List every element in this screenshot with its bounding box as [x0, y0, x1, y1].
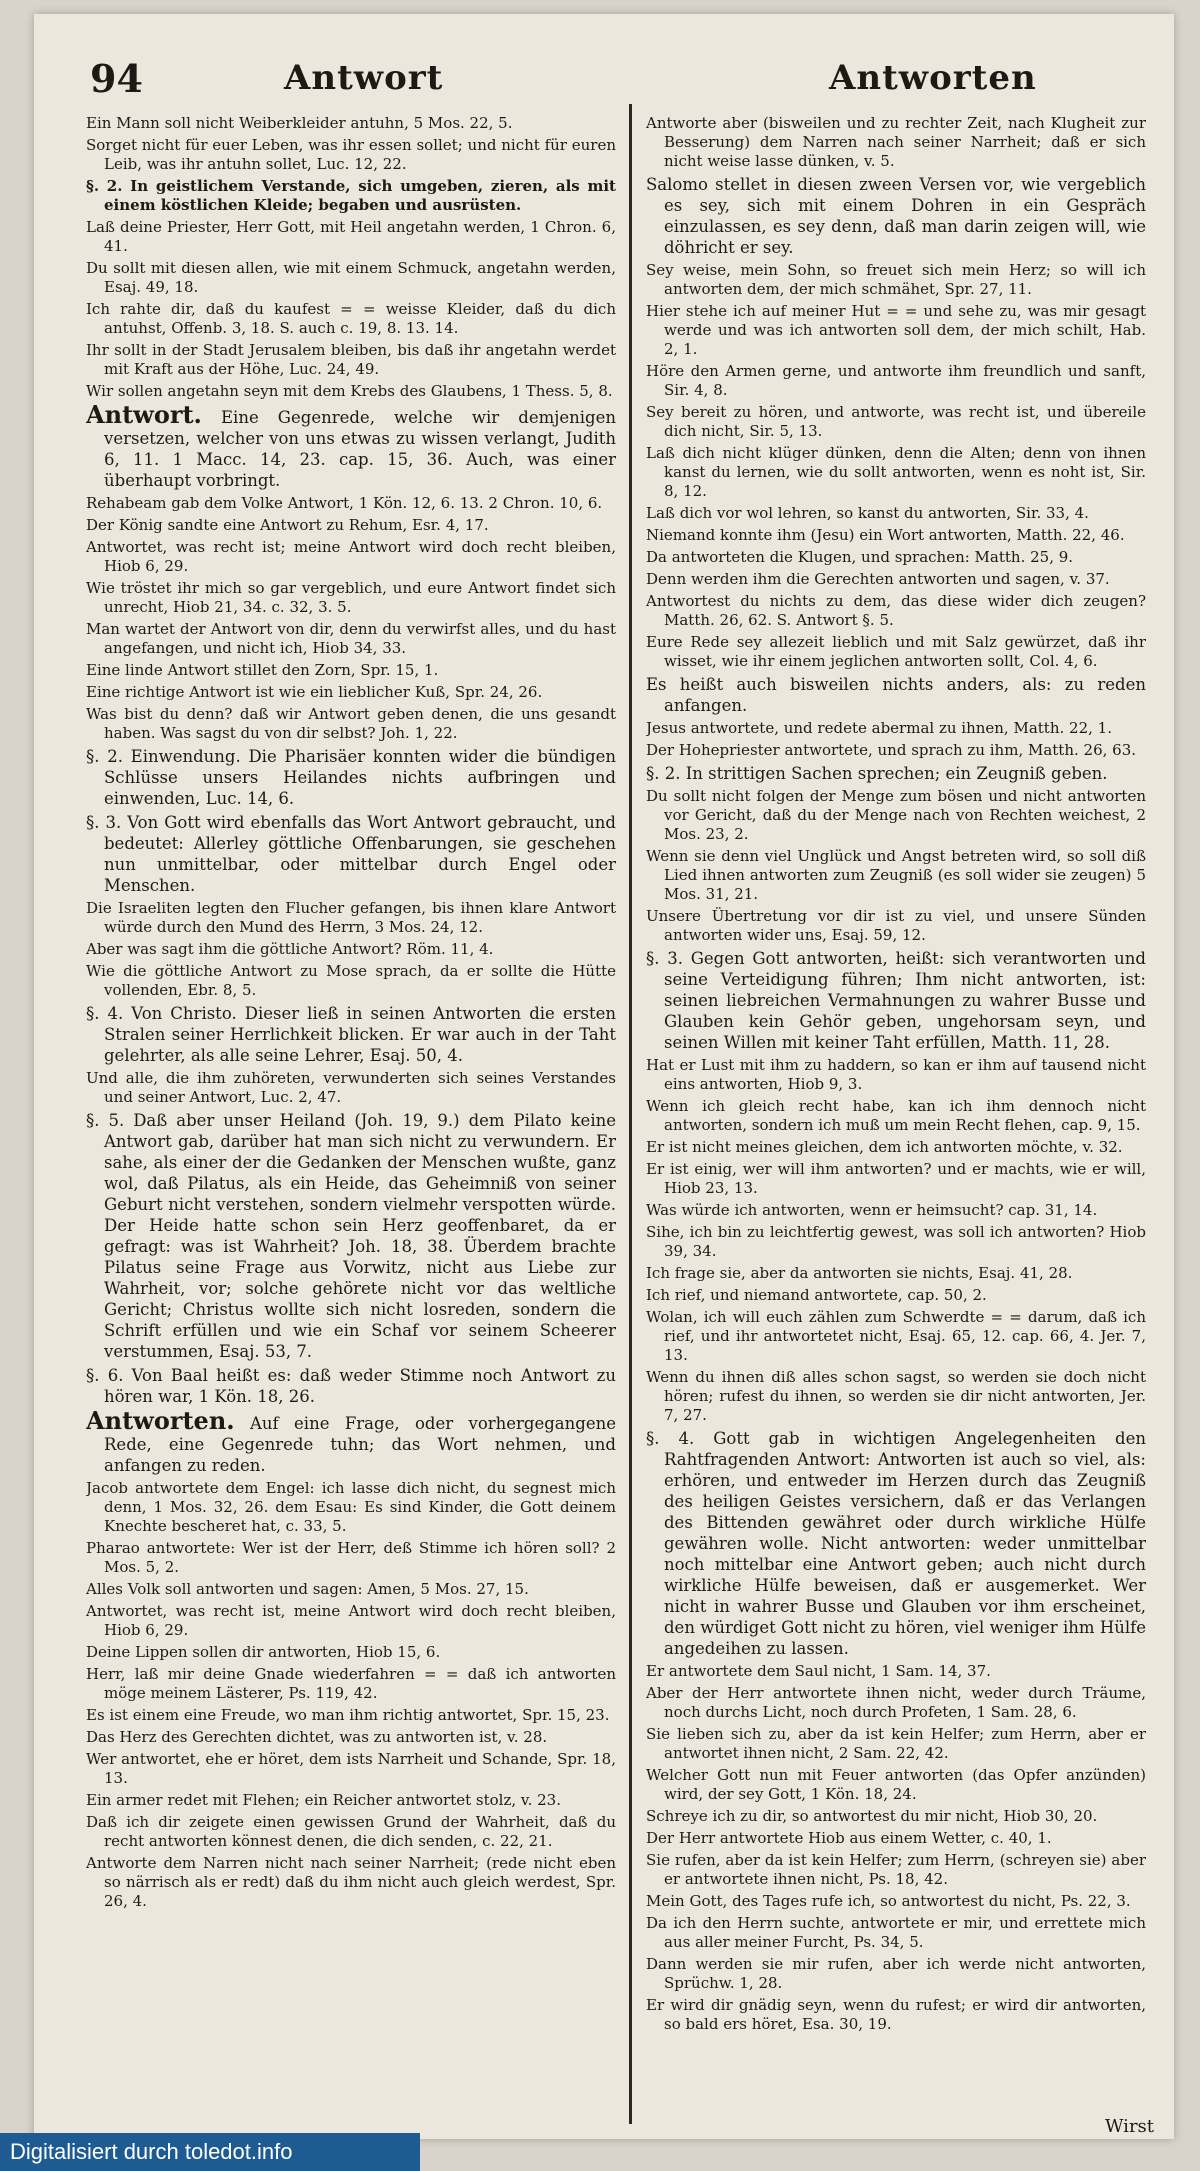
book-page: [34, 14, 1174, 2139]
dictionary-entry: [86, 705, 616, 743]
lemma-headword: Antwort.: [86, 400, 202, 429]
dictionary-entry: [86, 940, 616, 959]
entry-text: Der Herr antwortete Hiob aus einem Wetter, c. 40, 1.: [646, 1829, 1052, 1847]
entry-text: Da antworteten die Klugen, und sprachen: Matth. 25, 9.: [646, 548, 1074, 566]
entry-text: Antwortest du nichts zu dem, das diese wider dich zeugen? Matth. 26, 62. S. Antwort §. 5.: [646, 592, 1146, 629]
entry-text: Herr, laß mir deine Gnade wiederfahren = = daß ich antworten möge meinem Lästerer, Ps. 119, 42.: [86, 1665, 616, 1702]
entry-text: Deine Lippen sollen dir antworten, Hiob 15, 6.: [86, 1643, 441, 1661]
entry-text: Schreye ich zu dir, so antwortest du mir nicht, Hiob 30, 20.: [646, 1807, 1098, 1825]
dictionary-entry: [86, 1406, 616, 1476]
entry-text: Ihr sollt in der Stadt Jerusalem bleiben, bis daß ihr angetahn werdet mit Kraft aus der Höhe, Luc. 24, 49.: [86, 341, 616, 378]
entry-text: Es heißt auch bisweilen nichts anders, als: zu reden anfangen.: [646, 675, 1146, 715]
page-header: [34, 42, 1174, 102]
dictionary-entry: [646, 1428, 1146, 1659]
dictionary-entry: [86, 400, 616, 491]
entry-text: Wenn du ihnen diß alles schon sagst, so werden sie doch nicht hören; rufest du ihnen, so werden sie dir nicht antworten, Jer. 7, 27.: [646, 1368, 1146, 1424]
entry-text: Höre den Armen gerne, und antworte ihm freundlich und sanft, Sir. 4, 8.: [646, 362, 1146, 399]
dictionary-entry: [646, 763, 1146, 784]
dictionary-entry: [86, 1602, 616, 1640]
entry-text: Daß ich dir zeigete einen gewissen Grund der Wahrheit, daß du recht antworten könnest denen, die dich senden, c. 22, 21.: [86, 1813, 616, 1850]
right-column: [646, 114, 1146, 2124]
entry-text: Er antwortete dem Saul nicht, 1 Sam. 14, 37.: [646, 1662, 991, 1680]
entry-text: Hat er Lust mit ihm zu haddern, so kan er ihm auf tausend nicht eins antworten, Hiob 9, 3.: [646, 1056, 1146, 1093]
entry-text: Laß dich nicht klüger dünken, denn die Alten; denn von ihnen kanst du lernen, wie du sollt antworten, wenn es noht ist, Sir. 8, 12.: [646, 444, 1146, 500]
dictionary-entry: [86, 746, 616, 809]
dictionary-entry: [86, 516, 616, 535]
dictionary-entry: [86, 579, 616, 617]
entry-text: Wie tröstet ihr mich so gar vergeblich, und eure Antwort findet sich unrecht, Hiob 21, 34. c. 32, 3. 5.: [86, 579, 616, 616]
entry-text: Wie die göttliche Antwort zu Mose sprach, da er sollte die Hütte vollenden, Ebr. 8, 5.: [86, 962, 616, 999]
dictionary-entry: [646, 907, 1146, 945]
dictionary-entry: [646, 1851, 1146, 1889]
catchword: Wirst: [1105, 2116, 1155, 2137]
dictionary-entry: [646, 1725, 1146, 1763]
entry-text: §. 4. Von Christo. Dieser ließ in seinen Antworten die ersten Stralen seiner Herrlichkeit blicken. Er war auch in der Taht gelehrter, als alle seine Lehrer, Esaj. 50, 4.: [86, 1004, 616, 1065]
dictionary-entry: [86, 1003, 616, 1066]
entry-text: Sie rufen, aber da ist kein Helfer; zum Herrn, (schreyen sie) aber er antwortete ihnen nicht, Ps. 18, 42.: [646, 1851, 1146, 1888]
entry-text: Eine linde Antwort stillet den Zorn, Spr. 15, 1.: [86, 661, 439, 679]
entry-text: §. 2. Einwendung. Die Pharisäer konnten wider die bündigen Schlüsse unsers Heilandes nichts aufbringen und einwenden, Luc. 14, 6.: [86, 747, 616, 808]
page-number: 94: [90, 56, 143, 101]
entry-text: Du sollt mit diesen allen, wie mit einem Schmuck, angetahn werden, Esaj. 49, 18.: [86, 259, 616, 296]
entry-text: Was bist du denn? daß wir Antwort geben denen, die uns gesandt haben. Was sagst du von dir selbst? Joh. 1, 22.: [86, 705, 616, 742]
digitization-footer: Digitalisiert durch toledot.info: [0, 2133, 420, 2171]
entry-text: Welcher Gott nun mit Feuer antworten (das Opfer anzünden) wird, der sey Gott, 1 Kön. 18, 24.: [646, 1766, 1146, 1803]
dictionary-entry: [646, 633, 1146, 671]
entry-text: Sie lieben sich zu, aber da ist kein Helfer; zum Herrn, aber er antwortet ihnen nicht, 2 Sam. 22, 42.: [646, 1725, 1146, 1762]
entry-text: Man wartet der Antwort von dir, denn du verwirfst alles, und du hast angefangen, und nicht ich, Hiob 34, 33.: [86, 620, 616, 657]
entry-text: Jacob antwortete dem Engel: ich lasse dich nicht, du segnest mich denn, 1 Mos. 32, 26. dem Esau: Es sind Kinder, die Gott deinem Knechte bescheret hat, c. 33, 5.: [86, 1479, 616, 1535]
entry-text: Denn werden ihm die Gerechten antworten und sagen, v. 37.: [646, 570, 1110, 588]
entry-text: Was würde ich antworten, wenn er heimsucht? cap. 31, 14.: [646, 1201, 1098, 1219]
dictionary-entry: [646, 1368, 1146, 1425]
entry-text: §. 2. In strittigen Sachen sprechen; ein Zeugniß geben.: [646, 764, 1108, 783]
entry-text: Eine Gegenrede, welche wir demjenigen versetzen, welcher von uns etwas zu wissen verlangt, Judith 6, 11. 1 Macc. 14, 23. cap. 15, 36. Auch, was einer überhaupt vorbringt.: [104, 408, 616, 490]
entry-text: Antwortet, was recht ist; meine Antwort wird doch recht bleiben, Hiob 6, 29.: [86, 538, 616, 575]
entry-text: Wolan, ich will euch zählen zum Schwerdte = = darum, daß ich rief, und ihr antwortetet nicht, Esaj. 65, 12. cap. 66, 4. Jer. 7, 13.: [646, 1308, 1146, 1364]
entry-text: Wer antwortet, ehe er höret, dem ists Narrheit und Schande, Spr. 18, 13.: [86, 1750, 616, 1787]
dictionary-entry: [646, 1097, 1146, 1135]
entry-text: Es ist einem eine Freude, wo man ihm richtig antwortet, Spr. 15, 23.: [86, 1706, 610, 1724]
entry-text: §. 3. Von Gott wird ebenfalls das Wort Antwort gebraucht, und bedeutet: Allerley göttliche Offenbarungen, sie geschehen nun unmittelbar, oder mittelbar durch Engel oder Menschen.: [86, 813, 616, 895]
dictionary-entry: [86, 661, 616, 680]
entry-text: Ein Mann soll nicht Weiberkleider antuhn, 5 Mos. 22, 5.: [86, 114, 513, 132]
dictionary-entry: [646, 592, 1146, 630]
dictionary-entry: [646, 1766, 1146, 1804]
entry-text: Salomo stellet in diesen zween Versen vor, wie vergeblich es sey, sich mit einem Dohren in ein Gespräch einzulassen, es sey denn, daß man darin zeigen will, wie döhricht er sey.: [646, 175, 1146, 257]
dictionary-entry: [646, 403, 1146, 441]
entry-text: Die Israeliten legten den Flucher gefangen, bis ihnen klare Antwort würde durch den Mund des Herrn, 3 Mos. 24, 12.: [86, 899, 616, 936]
dictionary-entry: [646, 1160, 1146, 1198]
entry-text: Laß deine Priester, Herr Gott, mit Heil angetahn werden, 1 Chron. 6, 41.: [86, 218, 616, 255]
entry-text: Sey bereit zu hören, und antworte, was recht ist, und übereile dich nicht, Sir. 5, 13.: [646, 403, 1146, 440]
entry-text: Mein Gott, des Tages rufe ich, so antwortest du nicht, Ps. 22, 3.: [646, 1892, 1131, 1910]
entry-text: Sey weise, mein Sohn, so freuet sich mein Herz; so will ich antworten dem, der mich schmähet, Spr. 27, 11.: [646, 261, 1146, 298]
entry-text: Eure Rede sey allezeit lieblich und mit Salz gewürzet, daß ihr wisset, wie ihr einem jeglichen antworten sollt, Col. 4, 6.: [646, 633, 1146, 670]
dictionary-entry: [86, 1580, 616, 1599]
dictionary-entry: [646, 719, 1146, 738]
entry-text: Eine richtige Antwort ist wie ein lieblicher Kuß, Spr. 24, 26.: [86, 683, 543, 701]
dictionary-entry: [86, 1643, 616, 1662]
dictionary-entry: [646, 1286, 1146, 1305]
dictionary-entry: [86, 1706, 616, 1725]
dictionary-entry: [86, 899, 616, 937]
catchword-area: [600, 2110, 1160, 2146]
dictionary-entry: [646, 261, 1146, 299]
dictionary-entry: [86, 136, 616, 174]
entry-text: Unsere Übertretung vor dir ist zu viel, und unsere Sünden antworten wider uns, Esaj. 59, 12.: [646, 907, 1146, 944]
dictionary-entry: [646, 1684, 1146, 1722]
dictionary-entry: [86, 1791, 616, 1810]
dictionary-entry: [646, 174, 1146, 258]
dictionary-entry: [86, 683, 616, 702]
dictionary-entry: [86, 1365, 616, 1407]
entry-text: Aber der Herr antwortete ihnen nicht, weder durch Träume, noch durchs Licht, noch durch Profeten, 1 Sam. 28, 6.: [646, 1684, 1146, 1721]
entry-text: Laß dich vor wol lehren, so kanst du antworten, Sir. 33, 4.: [646, 504, 1089, 522]
dictionary-entry: [646, 362, 1146, 400]
dictionary-entry: [646, 1201, 1146, 1220]
dictionary-entry: [646, 1056, 1146, 1094]
entry-text: Wenn ich gleich recht habe, kan ich ihm dennoch nicht antworten, sondern ich muß um mein Recht flehen, cap. 9, 15.: [646, 1097, 1146, 1134]
entry-text: Der Hohepriester antwortete, und sprach zu ihm, Matth. 26, 63.: [646, 741, 1137, 759]
entry-text: Jesus antwortete, und redete abermal zu ihnen, Matth. 22, 1.: [646, 719, 1112, 737]
dictionary-entry: [646, 1264, 1146, 1283]
entry-text: Er wird dir gnädig seyn, wenn du rufest; er wird dir antworten, so bald ers höret, Esa. 30, 19.: [646, 1996, 1146, 2033]
dictionary-entry: [86, 1479, 616, 1536]
dictionary-entry: [646, 1996, 1146, 2034]
dictionary-entry: [86, 1665, 616, 1703]
entry-text: Das Herz des Gerechten dichtet, was zu antworten ist, v. 28.: [86, 1728, 548, 1746]
dictionary-entry: [646, 504, 1146, 523]
dictionary-entry: [86, 620, 616, 658]
entry-text: Und alle, die ihm zuhöreten, verwunderten sich seines Verstandes und seiner Antwort, Luc. 2, 47.: [86, 1069, 616, 1106]
dictionary-entry: [646, 570, 1146, 589]
entry-text: Rehabeam gab dem Volke Antwort, 1 Kön. 12, 6. 13. 2 Chron. 10, 6.: [86, 494, 603, 512]
dictionary-entry: [646, 1138, 1146, 1157]
dictionary-entry: [86, 1069, 616, 1107]
dictionary-entry: [86, 300, 616, 338]
entry-text: Alles Volk soll antworten und sagen: Amen, 5 Mos. 27, 15.: [86, 1580, 529, 1598]
entry-text: Da ich den Herrn suchte, antwortete er mir, und errettete mich aus aller meiner Furcht, Ps. 34, 5.: [646, 1914, 1146, 1951]
dictionary-entry: [86, 1539, 616, 1577]
entry-text: Wenn sie denn viel Unglück und Angst betreten wird, so soll diß Lied ihnen antworten zum Zeugniß (es soll wider sie zeugen) 5 Mos. 31, 21.: [646, 847, 1146, 903]
dictionary-entry: [646, 948, 1146, 1053]
entry-text: Hier stehe ich auf meiner Hut = = und sehe zu, was mir gesagt werde und was ich antworten soll dem, der mich schilt, Hab. 2, 1.: [646, 302, 1146, 358]
entry-text: Er ist nicht meines gleichen, dem ich antworten möchte, v. 32.: [646, 1138, 1123, 1156]
dictionary-entry: [86, 1854, 616, 1911]
entry-text: Sorget nicht für euer Leben, was ihr essen sollet; und nicht für euren Leib, was ihr antuhn sollet, Luc. 12, 22.: [86, 136, 616, 173]
entry-text: Ich rahte dir, daß du kaufest = = weisse Kleider, daß du dich antuhst, Offenb. 3, 18. S. auch c. 19, 8. 13. 14.: [86, 300, 616, 337]
entry-text: Aber was sagt ihm die göttliche Antwort? Röm. 11, 4.: [86, 940, 494, 958]
dictionary-entry: [86, 1728, 616, 1747]
left-column: [86, 114, 616, 2124]
column-divider: [629, 104, 632, 2124]
dictionary-entry: [646, 1807, 1146, 1826]
dictionary-entry: [646, 741, 1146, 760]
dictionary-entry: [86, 1813, 616, 1851]
dictionary-entry: [646, 787, 1146, 844]
dictionary-entry: [86, 341, 616, 379]
left-running-head: Antwort: [284, 58, 444, 98]
dictionary-entry: [646, 302, 1146, 359]
entry-text: Antwortet, was recht ist, meine Antwort wird doch recht bleiben, Hiob 6, 29.: [86, 1602, 616, 1639]
entry-text: §. 4. Gott gab in wichtigen Angelegenheiten den Rahtfragenden Antwort: Antworten ist auch so viel, als: erhören, und entweder im Herzen durch das Zeugniß des heiligen Geistes versichern, daß er das Verlangen des Bittenden gewähret oder durch wirkliche Hülfe gewähren wolle. Nicht antworten: weder unmittelbar noch mittelbar eine Antwort geben; auch nicht durch wirkliche Hülfe beweisen, daß er ausgemerket. Wer nicht in wahrer Busse und Glauben vor ihm erscheinet, den würdiget Gott nicht zu hören, viel weniger ihm Hülfe angedeihen zu lassen.: [646, 1429, 1146, 1658]
dictionary-entry: [646, 1892, 1146, 1911]
dictionary-entry: [646, 526, 1146, 545]
entry-text: Pharao antwortete: Wer ist der Herr, deß Stimme ich hören soll? 2 Mos. 5, 2.: [86, 1539, 616, 1576]
dictionary-entry: [86, 177, 616, 215]
right-running-head: Antworten: [829, 58, 1037, 98]
entry-text: §. 6. Von Baal heißt es: daß weder Stimme noch Antwort zu hören war, 1 Kön. 18, 26.: [86, 1366, 616, 1406]
dictionary-entry: [646, 114, 1146, 171]
dictionary-entry: [646, 1662, 1146, 1681]
dictionary-entry: [646, 674, 1146, 716]
dictionary-entry: [86, 382, 616, 401]
entry-text: §. 5. Daß aber unser Heiland (Joh. 19, 9.) dem Pilato keine Antwort gab, darüber hat man sich nicht zu verwundern. Er sahe, als einer der die Gedanken der Menschen wußte, ganz wol, daß Pilatus, als ein Heide, das Geheimniß von seiner Geburt nicht verstehen, sondern vielmehr verspotten würde. Der Heide hatte schon sein Herz geoffenbaret, da er gefragt: was ist Wahrheit? Joh. 18, 38. Überdem brachte Pilatus seine Frage aus Vorwitz, nicht aus Liebe zur Wahrheit, vor; solche gehörete nicht vor das weltliche Gericht; Christus wollte sich nicht losreden, sondern die Schrift erfüllen und wie ein Schaf vor seinem Scheerer verstummen, Esaj. 53, 7.: [86, 1111, 616, 1361]
entry-text: Sihe, ich bin zu leichtfertig gewest, was soll ich antworten? Hiob 39, 34.: [646, 1223, 1146, 1260]
entry-text: §. 2. In geistlichem Verstande, sich umgeben, zieren, als mit einem köstlichen Kleide; begaben und ausrüsten.: [86, 177, 616, 214]
lemma-headword: Antworten.: [86, 1406, 235, 1435]
entry-text: Antworte aber (bisweilen und zu rechter Zeit, nach Klugheit zur Besserung) dem Narren nach seiner Narrheit; daß er sich nicht weise lasse dünken, v. 5.: [646, 114, 1146, 170]
entry-text: Du sollt nicht folgen der Menge zum bösen und nicht antworten vor Gericht, daß du der Menge nach von Rechten weichest, 2 Mos. 23, 2.: [646, 787, 1146, 843]
dictionary-entry: [86, 259, 616, 297]
dictionary-entry: [646, 1829, 1146, 1848]
dictionary-entry: [646, 1308, 1146, 1365]
dictionary-entry: [86, 812, 616, 896]
dictionary-entry: [86, 218, 616, 256]
entry-text: §. 3. Gegen Gott antworten, heißt: sich verantworten und seine Verteidigung führen; Ihm nicht antworten, ist: seinen liebreichen Vermahnungen zu wahrer Busse und Glauben kein Gehör geben, ungehorsam seyn, und seinen Willen mit keiner Taht erfüllen, Matth. 11, 28.: [646, 949, 1146, 1052]
dictionary-entry: [86, 1750, 616, 1788]
dictionary-entry: [86, 114, 616, 133]
dictionary-entry: [646, 548, 1146, 567]
dictionary-entry: [86, 1110, 616, 1362]
entry-text: Ich rief, und niemand antwortete, cap. 50, 2.: [646, 1286, 987, 1304]
entry-text: Der König sandte eine Antwort zu Rehum, Esr. 4, 17.: [86, 516, 489, 534]
entry-text: Dann werden sie mir rufen, aber ich werde nicht antworten, Sprüchw. 1, 28.: [646, 1955, 1146, 1992]
dictionary-entry: [646, 1223, 1146, 1261]
dictionary-entry: [86, 494, 616, 513]
dictionary-entry: [86, 538, 616, 576]
dictionary-entry: [86, 962, 616, 1000]
entry-text: Niemand konnte ihm (Jesu) ein Wort antworten, Matth. 22, 46.: [646, 526, 1125, 544]
dictionary-entry: [646, 1955, 1146, 1993]
entry-text: Wir sollen angetahn seyn mit dem Krebs des Glaubens, 1 Thess. 5, 8.: [86, 382, 613, 400]
entry-text: Ein armer redet mit Flehen; ein Reicher antwortet stolz, v. 23.: [86, 1791, 561, 1809]
entry-text: Ich frage sie, aber da antworten sie nichts, Esaj. 41, 28.: [646, 1264, 1073, 1282]
entry-text: Antworte dem Narren nicht nach seiner Narrheit; (rede nicht eben so närrisch als er redt) daß du ihm nicht auch gleich werdest, Spr. 26, 4.: [86, 1854, 616, 1910]
dictionary-entry: [646, 444, 1146, 501]
dictionary-entry: [646, 847, 1146, 904]
entry-text: Auf eine Frage, oder vorhergegangene Rede, eine Gegenrede tuhn; das Wort nehmen, und anfangen zu reden.: [104, 1414, 616, 1475]
dictionary-entry: [646, 1914, 1146, 1952]
entry-text: Er ist einig, wer will ihm antworten? und er machts, wie er will, Hiob 23, 13.: [646, 1160, 1146, 1197]
